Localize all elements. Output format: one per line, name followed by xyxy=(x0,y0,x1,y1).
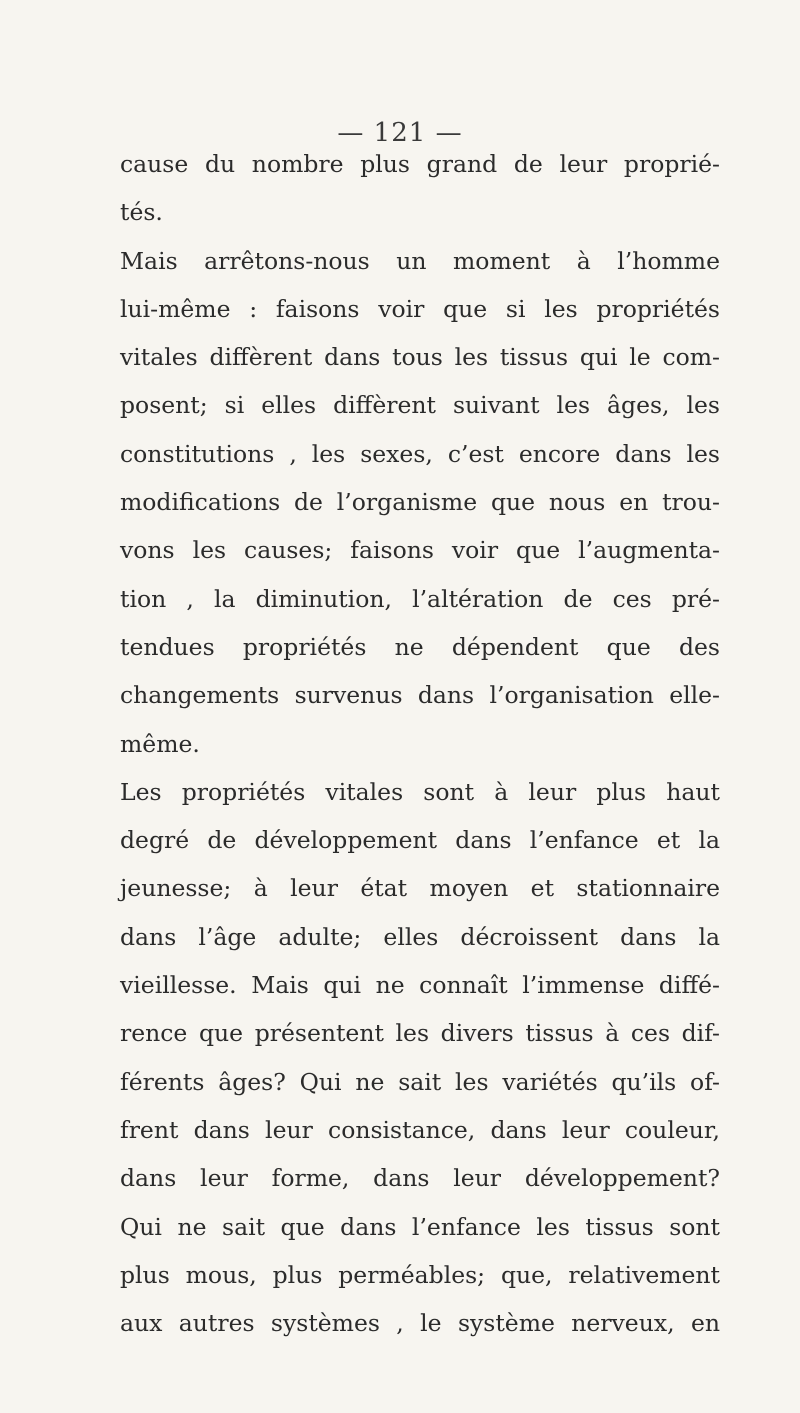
text-line: même. xyxy=(120,729,200,758)
text-line: aux autres systèmes , le système nerveux, en xyxy=(120,1309,720,1338)
text-line: tendues propriétés ne dépendent que des xyxy=(120,632,720,661)
page-number: — 121 — xyxy=(337,118,463,148)
text-line: dans leur forme, dans leur développement? xyxy=(120,1164,720,1193)
text-line: frent dans leur consistance, dans leur couleur, xyxy=(120,1115,720,1144)
text-line: tion , la diminution, l’altération de ces pré- xyxy=(120,584,720,613)
text-line: dans l’âge adulte; elles décroissent dans la xyxy=(120,922,720,951)
text-line: vitales diffèrent dans tous les tissus qui le com- xyxy=(120,343,720,372)
body-text xyxy=(120,140,720,1347)
text-line: changements survenus dans l’organisation elle- xyxy=(120,681,720,710)
text-line: jeunesse; à leur état moyen et stationnaire xyxy=(120,874,720,903)
text-line: férents âges? Qui ne sait les variétés qu’ils of- xyxy=(120,1067,720,1096)
text-line: constitutions , les sexes, c’est encore dans les xyxy=(120,439,720,468)
text-line: lui-même : faisons voir que si les propriétés xyxy=(120,294,720,323)
text-line: cause du nombre plus grand de leur proprié- xyxy=(120,150,720,178)
text-line: plus mous, plus perméables; que, relativement xyxy=(120,1260,720,1289)
text-line: tés. xyxy=(120,198,163,227)
text-line: vieillesse. Mais qui ne connaît l’immense diffé- xyxy=(120,971,720,1000)
text-line: degré de développement dans l’enfance et la xyxy=(120,826,720,855)
text-line: Qui ne sait que dans l’enfance les tissus sont xyxy=(120,1212,720,1241)
text-line: Les propriétés vitales sont à leur plus haut xyxy=(120,777,720,806)
text-line: vons les causes; faisons voir que l’augmenta- xyxy=(120,536,720,565)
text-line: rence que présentent les divers tissus à ces dif- xyxy=(120,1019,720,1048)
text-line: Mais arrêtons-nous un moment à l’homme xyxy=(120,246,720,275)
text-line: modifications de l’organisme que nous en trou- xyxy=(120,488,720,517)
text-line: posent; si elles diffèrent suivant les âges, les xyxy=(120,391,720,420)
